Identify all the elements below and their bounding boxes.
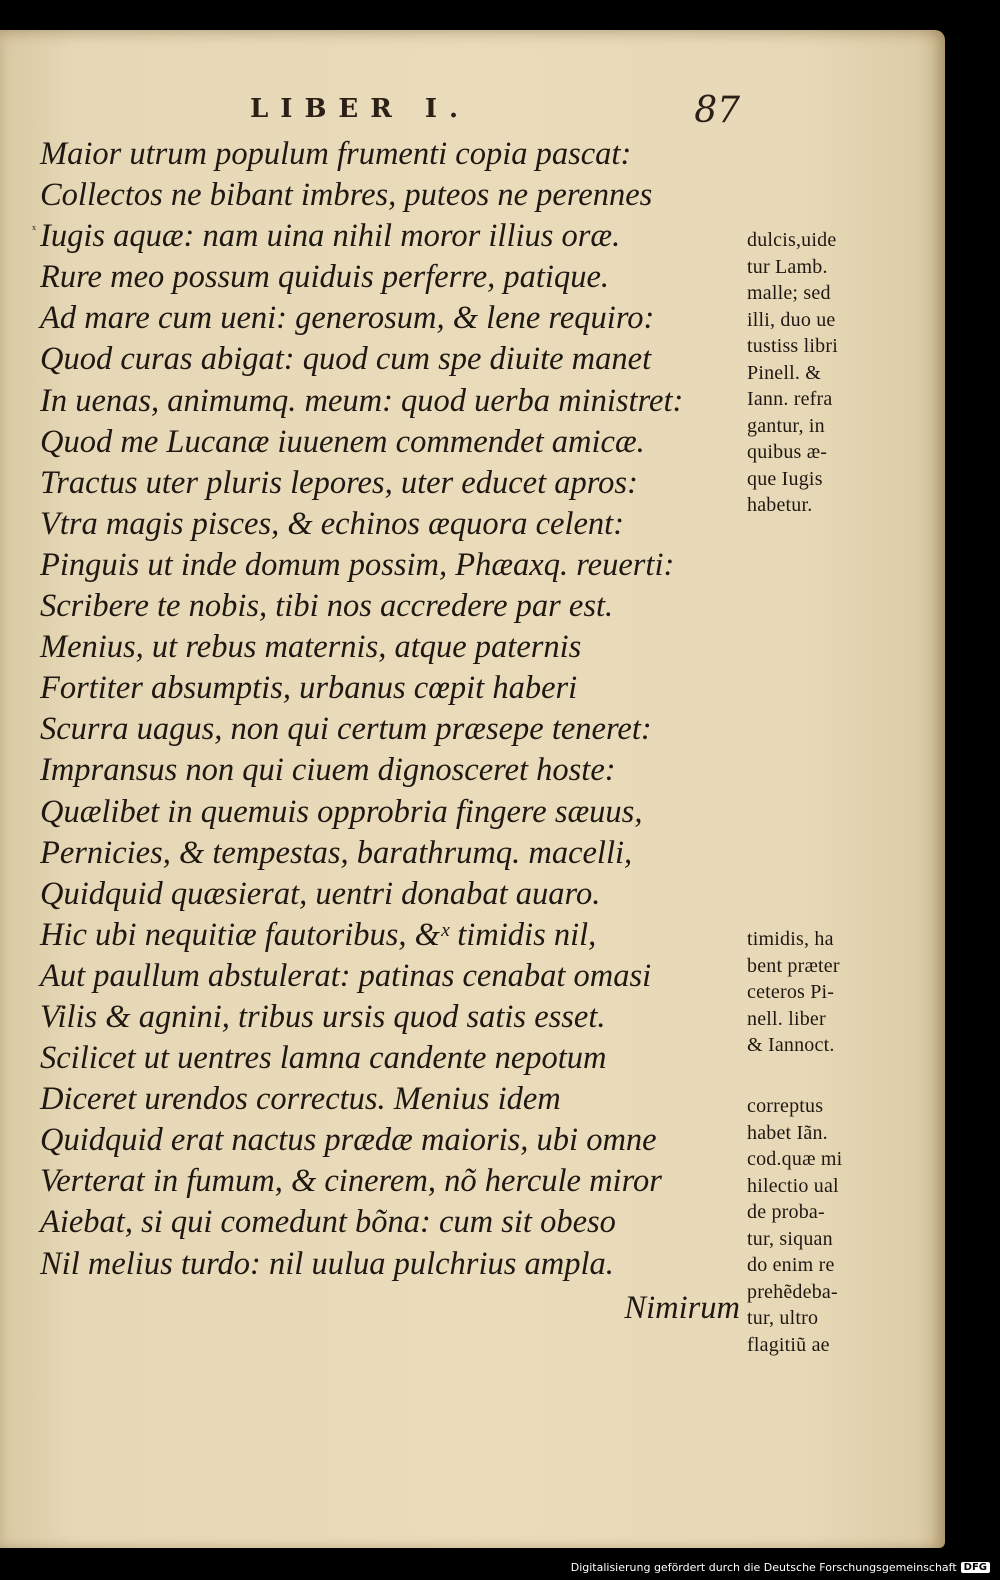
verse-line: Aut paullum abstulerat: patinas cenabat omasi — [40, 957, 652, 994]
verse-line: In uenas, animumq. meum: quod uerba ministret: — [40, 382, 684, 419]
verse-line: Quælibet in quemuis opprobria fingere sæuus, — [40, 793, 643, 830]
note-line: ceteros Pi- — [747, 981, 835, 1003]
catchword: Nimirum — [624, 1290, 740, 1326]
verse-line: Pinguis ut inde domum possim, Phæaxq. reuerti: — [40, 546, 675, 583]
running-title: LIBER I. — [250, 94, 471, 124]
verse-line: Rure meo possum quiduis perferre, patique. — [40, 259, 609, 296]
verse-line: Verterat in fumum, & cinerem, nõ hercule miror — [40, 1163, 662, 1200]
page-header — [250, 90, 740, 130]
note-line: Iann. refra — [747, 388, 833, 410]
verse-line: Quidquid erat nactus prædæ maioris, ubi omne — [40, 1122, 657, 1159]
verse-line: Hic ubi nequitiæ fautoribus, &ˣ timidis nil, — [40, 916, 597, 953]
verse-line: Scribere te nobis, tibi nos accredere par est. — [40, 588, 614, 625]
verse-line: Collectos ne bibant imbres, puteos ne perennes — [40, 177, 653, 214]
note-line: malle; sed — [747, 282, 831, 304]
note-line: do enim re — [747, 1254, 835, 1276]
note-line: tustiss libri — [747, 335, 838, 357]
note-line: quibus æ- — [747, 441, 828, 463]
verse-line: Vilis & agnini, tribus ursis quod satis esset. — [40, 998, 606, 1035]
note-line: de proba- — [747, 1201, 825, 1223]
verse-line: Menius, ut rebus maternis, atque paternis — [40, 629, 582, 666]
verse-line: Pernicies, & tempestas, barathrumq. macelli, — [40, 834, 633, 871]
note-line: illi, duo ue — [747, 308, 836, 331]
note-line: Pinell. & — [747, 361, 822, 384]
verse-line: Ad mare cum ueni: generosum, & lene requiro: — [40, 300, 655, 337]
note-line: timidis, ha — [747, 928, 834, 950]
note-line: & Iannoct. — [747, 1034, 835, 1056]
note-line: habet Iãn. — [747, 1121, 828, 1144]
note-line: nell. liber — [747, 1007, 826, 1030]
margin-note — [747, 926, 897, 1059]
note-line: bent præter — [747, 954, 840, 977]
verse-line: Aiebat, si qui comedunt bõna: cum sit obeso — [40, 1204, 616, 1241]
note-line: cod.quæ mi — [747, 1148, 843, 1170]
note-line: tur, ultro — [747, 1307, 819, 1329]
margin-note — [747, 227, 897, 519]
verse-block — [32, 134, 740, 1285]
note-line: gantur, in — [747, 414, 825, 437]
margin-mark: ˣ — [32, 223, 37, 239]
dfg-logo: DFG — [961, 1562, 990, 1573]
note-line: habetur. — [747, 494, 813, 516]
note-line: dulcis,uide — [747, 229, 837, 251]
verse-line: Quidquid quæsierat, uentri donabat auaro. — [40, 875, 601, 912]
note-line: flagitiũ ae — [747, 1333, 830, 1356]
verse-line: Vtra magis pisces, & echinos æquora celent: — [40, 505, 625, 542]
verse-line: Impransus non qui ciuem dignosceret hoste: — [40, 752, 616, 789]
verse-line-marked — [32, 216, 740, 257]
margin-note — [747, 1093, 897, 1358]
page-number: 87 — [694, 90, 740, 131]
note-line: hilectio ual — [747, 1174, 839, 1197]
note-line: tur Lamb. — [747, 255, 828, 278]
note-line: prehẽdeba- — [747, 1280, 838, 1303]
verse-line: Scurra uagus, non qui certum præsepe teneret: — [40, 711, 652, 748]
note-line: tur, siquan — [747, 1227, 833, 1250]
verse-line: Maior utrum populum frumenti copia pascat: — [40, 136, 632, 172]
verse-line: Quod curas abigat: quod cum spe diuite manet — [40, 341, 652, 378]
verse-line: Quod me Lucanæ iuuenem commendet amicæ. — [40, 423, 645, 460]
verse-line: Diceret urendos correctus. Menius idem — [40, 1081, 561, 1118]
verse-line: Scilicet ut uentres lamna candente nepotum — [40, 1040, 607, 1077]
verse-line: Nil melius turdo: nil uulua pulchrius ampla. — [40, 1245, 614, 1282]
verse-line: Tractus uter pluris lepores, uter educet apros: — [40, 464, 638, 501]
note-line: que Iugis — [747, 467, 823, 490]
book-page — [0, 30, 945, 1548]
digitization-footer — [571, 1561, 990, 1574]
note-line: correptus — [747, 1095, 824, 1117]
footer-text: Digitalisierung gefördert durch die Deutsche Forschungsgemeinschaft — [570, 1561, 957, 1574]
verse-line: Fortiter absumptis, urbanus cœpit haberi — [40, 670, 578, 707]
verse-line-text: Iugis aquæ: nam uina nihil moror illius oræ. — [40, 218, 621, 255]
